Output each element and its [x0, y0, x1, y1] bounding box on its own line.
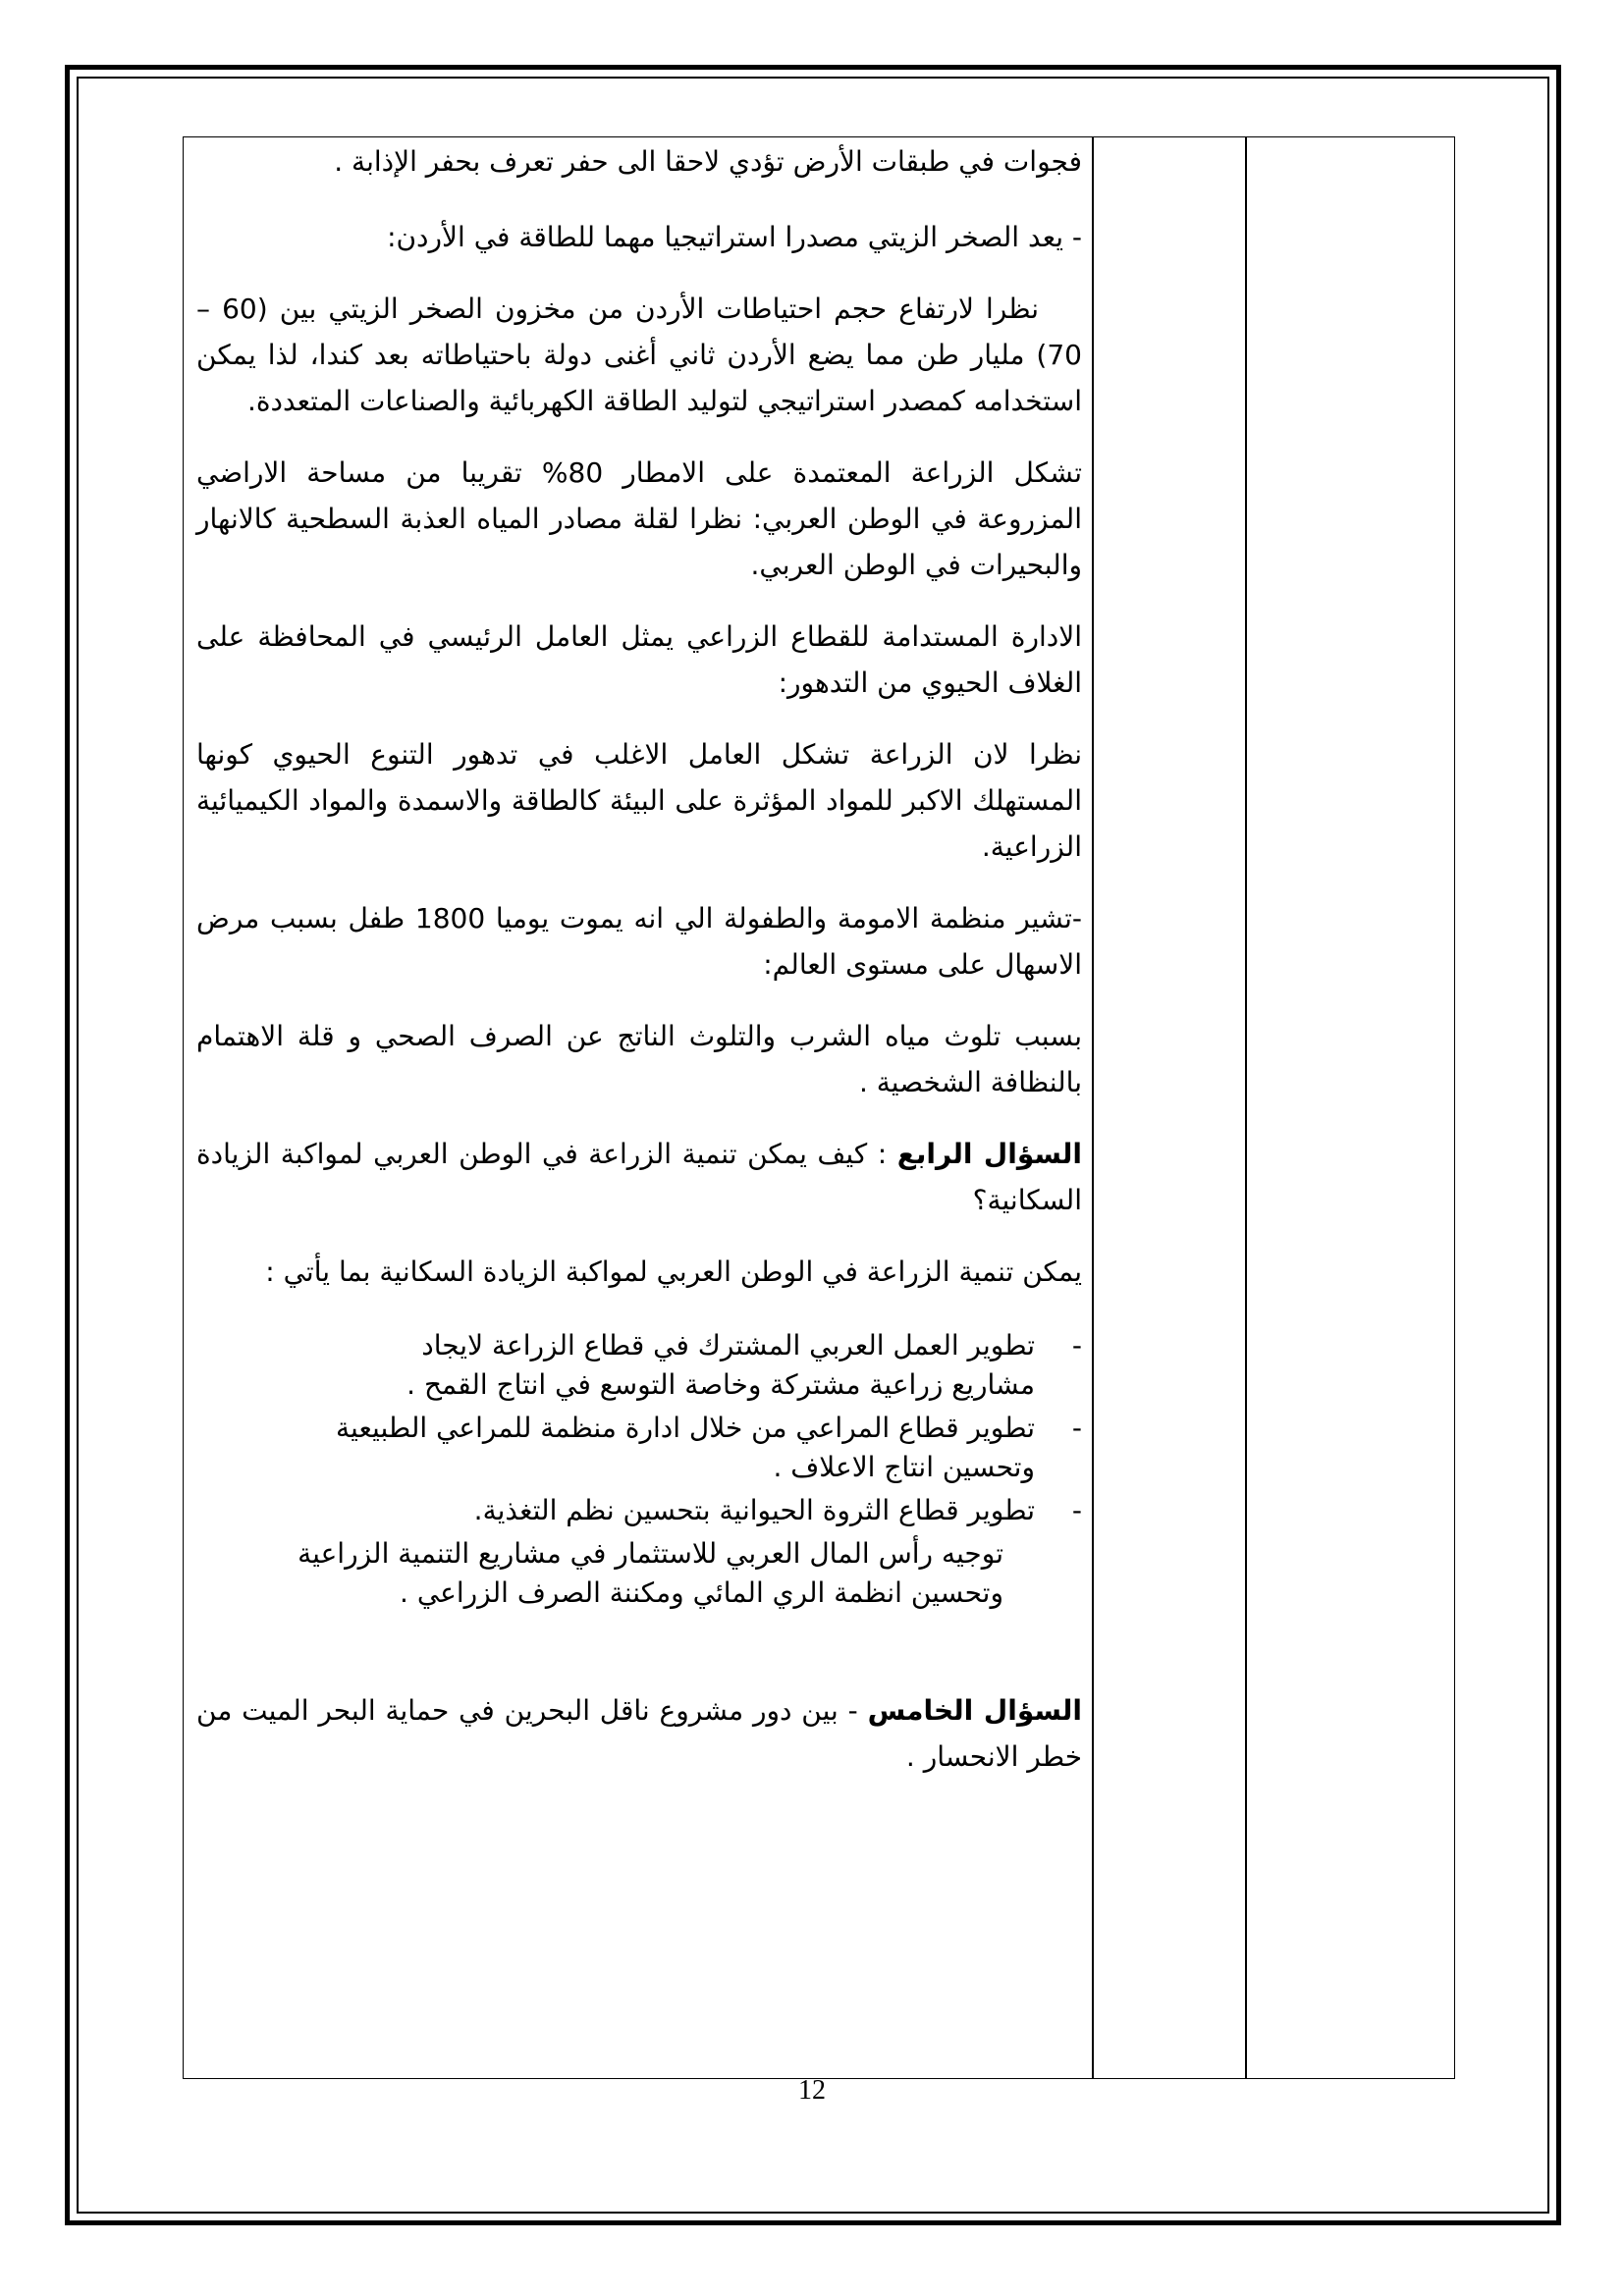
list-item: - تطوير قطاع الثروة الحيوانية بتحسين نظم التغذية. [196, 1491, 1082, 1530]
table-column-divider-1 [1092, 136, 1094, 2079]
paragraph-sinkholes: فجوات في طبقات الأرض تؤدي لاحقا الى حفر تعرف بحفر الإذابة . [334, 145, 1082, 178]
page-number: 12 [798, 2075, 826, 2106]
paragraph-oil-shale-reason: نظرا لارتفاع حجم احتياطات الأردن من مخزون الصخر الزيتي بين (60 – 70) مليار طن مما يضع الأردن ثاني أغنى دولة باحتياطاته بعد كندا، لذا يمكن استخدامه كمصدر استراتيجي لتوليد الطاقة الكهربائية والصناعات المتعددة. [196, 293, 1082, 417]
paragraph-unicef-statement: -تشير منظمة الامومة والطفولة الي انه يموت يوميا 1800 طفل بسبب مرض الاسهال على مستوى العالم: [196, 902, 1082, 981]
development-measures-list [196, 1326, 1082, 1530]
question-four-text: : كيف يمكن تنمية الزراعة في الوطن العربي لمواكبة الزيادة السكانية؟ [196, 1138, 1082, 1216]
question-four [196, 1131, 1082, 1223]
paragraph-biodiversity-reason: نظرا لان الزراعة تشكل العامل الاغلب في تدهور التنوع الحيوي كونها المستهلك الاكبر للمواد المؤثرة على البيئة كالطاقة والاسمدة والمواد الكيميائية الزراعية. [196, 738, 1082, 863]
text-column [196, 138, 1082, 1780]
paragraph-pollution-reason: بسبب تلوث مياه الشرب والتلوث الناتج عن الصرف الصحي و قلة الاهتمام بالنظافة الشخصية . [196, 1020, 1082, 1098]
question-four-label: السؤال الرابع [896, 1138, 1082, 1170]
bullet-dash: - [1071, 1494, 1082, 1526]
bullet-dash: - [1071, 1412, 1082, 1444]
list-item: - تطوير قطاع المراعي من خلال ادارة منظمة للمراعي الطبيعية وتحسين انتاج الاعلاف . [196, 1409, 1082, 1487]
question-five-label: السؤال الخامس [867, 1694, 1082, 1727]
question-five-text: - بين دور مشروع ناقل البحرين في حماية البحر الميت من خطر الانحسار . [196, 1694, 1082, 1773]
paragraph-sustainable-management: الادارة المستدامة للقطاع الزراعي يمثل العامل الرئيسي في المحافظة على الغلاف الحيوي من التدهور: [196, 620, 1082, 699]
question-four-intro: يمكن تنمية الزراعة في الوطن العربي لمواكبة الزيادة السكانية بما يأتي : [265, 1255, 1082, 1288]
bullet-dash: - [1071, 1329, 1082, 1362]
list-item: - تطوير العمل العربي المشترك في قطاع الزراعة لايجاد مشاريع زراعية مشتركة وخاصة التوسع في انتاج القمح . [196, 1326, 1082, 1405]
paragraph-rainfed-agriculture: تشكل الزراعة المعتمدة على الامطار 80% تقريبا من مساحة الاراضي المزروعة في الوطن العربي: نظرا لقلة مصادر المياه العذبة السطحية كالانهار والبحيرات في الوطن العربي. [196, 456, 1082, 581]
paragraph-oil-shale-heading: - يعد الصخر الزيتي مصدرا استراتيجيا مهما للطاقة في الأردن: [387, 221, 1082, 253]
paragraph-capital-investment: توجيه رأس المال العربي للاستثمار في مشاريع التنمية الزراعية وتحسين انظمة الري المائي ومكننة الصرف الزراعي . [298, 1537, 1003, 1609]
table-column-divider-2 [1245, 136, 1247, 2079]
question-five [196, 1687, 1082, 1780]
